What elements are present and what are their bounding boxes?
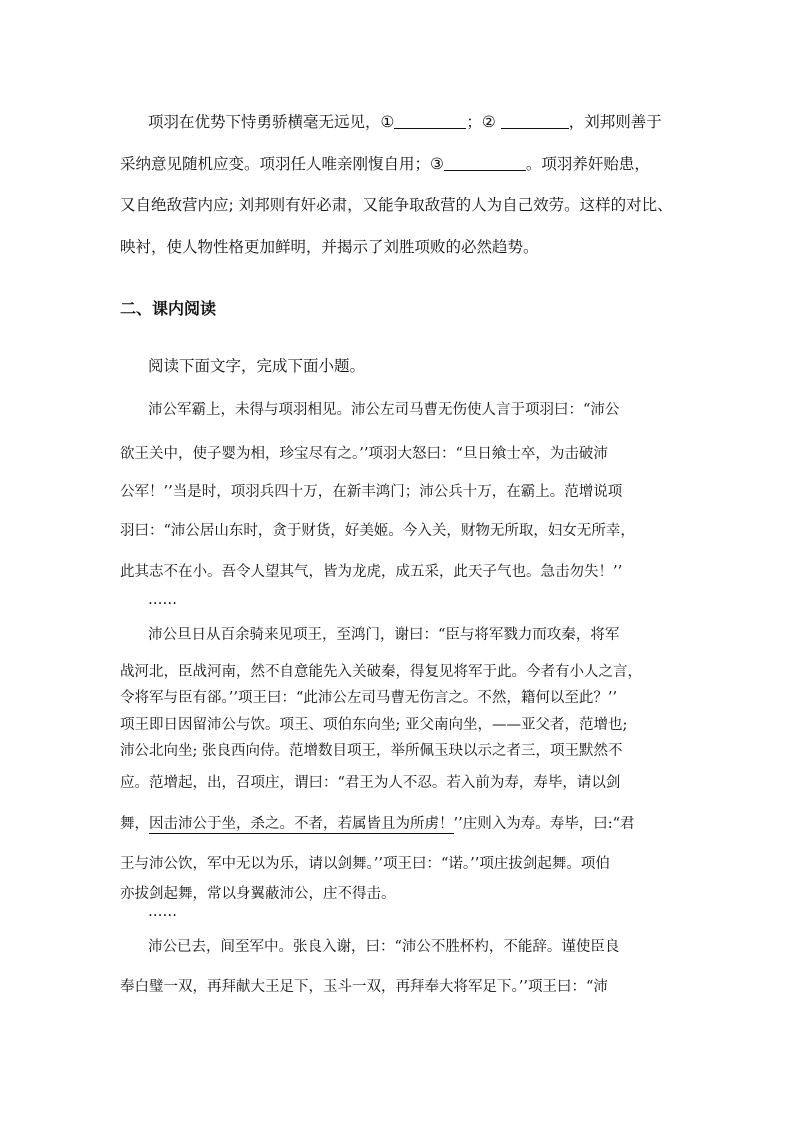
passage-p1-line-3: 公军！’’当是时，项羽兵四十万，在新丰鸿门；沛公兵十万，在霸上。范增说项 <box>120 484 623 500</box>
passage-p2-line-2: 战河北，臣战河南，然不自意能先入关破秦，得复见将军于此。今者有小人之言， <box>120 664 642 680</box>
section-heading: 二、课内阅读 <box>120 299 217 318</box>
answer-blank-1[interactable] <box>394 114 466 129</box>
passage-p2-line-9: 亦拔剑起舞，常以身翼蔽沛公，庄不得击。 <box>120 886 396 902</box>
passage-p3-line-2: 奉白璧一双，再拜献大王足下，玉斗一双，再拜奉大将军足下。’’项王曰：“沛 <box>120 979 608 995</box>
ellipsis-2: …… <box>148 904 177 920</box>
passage-p1-line-5: 此其志不在小。吾令人望其气，皆为龙虎，成五采，此天子气也。急击勿失！’’ <box>120 564 623 580</box>
passage-p2-line-6: 应。范增起，出，召项庄，谓曰：“君王为人不忍。若入前为寿，寿毕，请以剑 <box>120 775 621 791</box>
intro-line-1-text-b: ；② <box>466 113 496 131</box>
section-instruction: 阅读下面文字，完成下面小题。 <box>148 357 366 375</box>
answer-blank-3[interactable] <box>444 156 526 171</box>
passage-p2-line-1: 沛公旦日从百余骑来见项王，至鸿门，谢曰：“臣与将军戮力而攻秦，将军 <box>148 627 620 643</box>
intro-line-2-text-a: 采纳意见随机应变。项羽任人唯亲刚愎自用；③ <box>120 155 444 173</box>
passage-p2-line-3: 令将军与臣有郤。’’项王曰：“此沛公左司马曹无伤言之。不然，籍何以至此？’’ <box>120 690 618 706</box>
intro-line-4: 映衬，使人物性格更加鲜明，并揭示了刘胜项败的必然趋势。 <box>120 238 539 256</box>
passage-p2-line-7 <box>120 812 635 833</box>
intro-line-2-text-b: 。项羽养奸贻患， <box>525 155 650 173</box>
passage-p2-line-8: 王与沛公饮，军中无以为乐，请以剑舞。’’项王曰：“诺。’’项庄拔剑起舞。项伯 <box>120 856 610 872</box>
passage-p2-line-4: 项王即日因留沛公与饮。项王、项伯东向坐; 亚父南向坐，——亚父者，范增也; <box>120 717 628 733</box>
intro-line-3: 又自绝敌营内应; 刘邦则有奸必肃，又能争取敌营的人为自己效劳。这样的对比、 <box>120 196 673 214</box>
intro-line-1-text-c: ，刘邦则善于 <box>568 113 662 131</box>
passage-p1-line-2: 欲王关中，使子婴为相，珍宝尽有之。’’项羽大怒曰：“旦日飨士卒，为击破沛 <box>120 446 608 462</box>
intro-line-1 <box>148 110 662 132</box>
answer-blank-2[interactable] <box>501 114 569 129</box>
passage-p3-line-1: 沛公已去，间至军中。张良入谢，曰：“沛公不胜杯杓，不能辞。谨使臣良 <box>148 939 620 955</box>
passage-p2-line-7-text-b: ’’庄则入为寿。寿毕，曰:“君 <box>453 816 635 832</box>
underlined-sentence: 因击沛公于坐，杀之。不者，若属皆且为所虏！ <box>149 816 454 832</box>
passage-p2-line-7-text-a: 舞， <box>120 816 149 832</box>
passage-p1-line-4: 羽曰：“沛公居山东时，贪于财货，好美姬。今入关，财物无所取，妇女无所幸， <box>120 523 635 539</box>
ellipsis-1: …… <box>148 592 177 608</box>
intro-line-2 <box>120 152 650 174</box>
intro-line-1-text-a: 项羽在优势下恃勇骄横毫无远见，① <box>148 113 395 131</box>
passage-p1-line-1: 沛公军霸上，未得与项羽相见。沛公左司马曹无伤使人言于项羽曰：“沛公 <box>148 402 620 418</box>
passage-p2-line-5: 沛公北向坐; 张良西向侍。范增数目项王，举所佩玉玦以示之者三，项王默然不 <box>120 743 623 759</box>
